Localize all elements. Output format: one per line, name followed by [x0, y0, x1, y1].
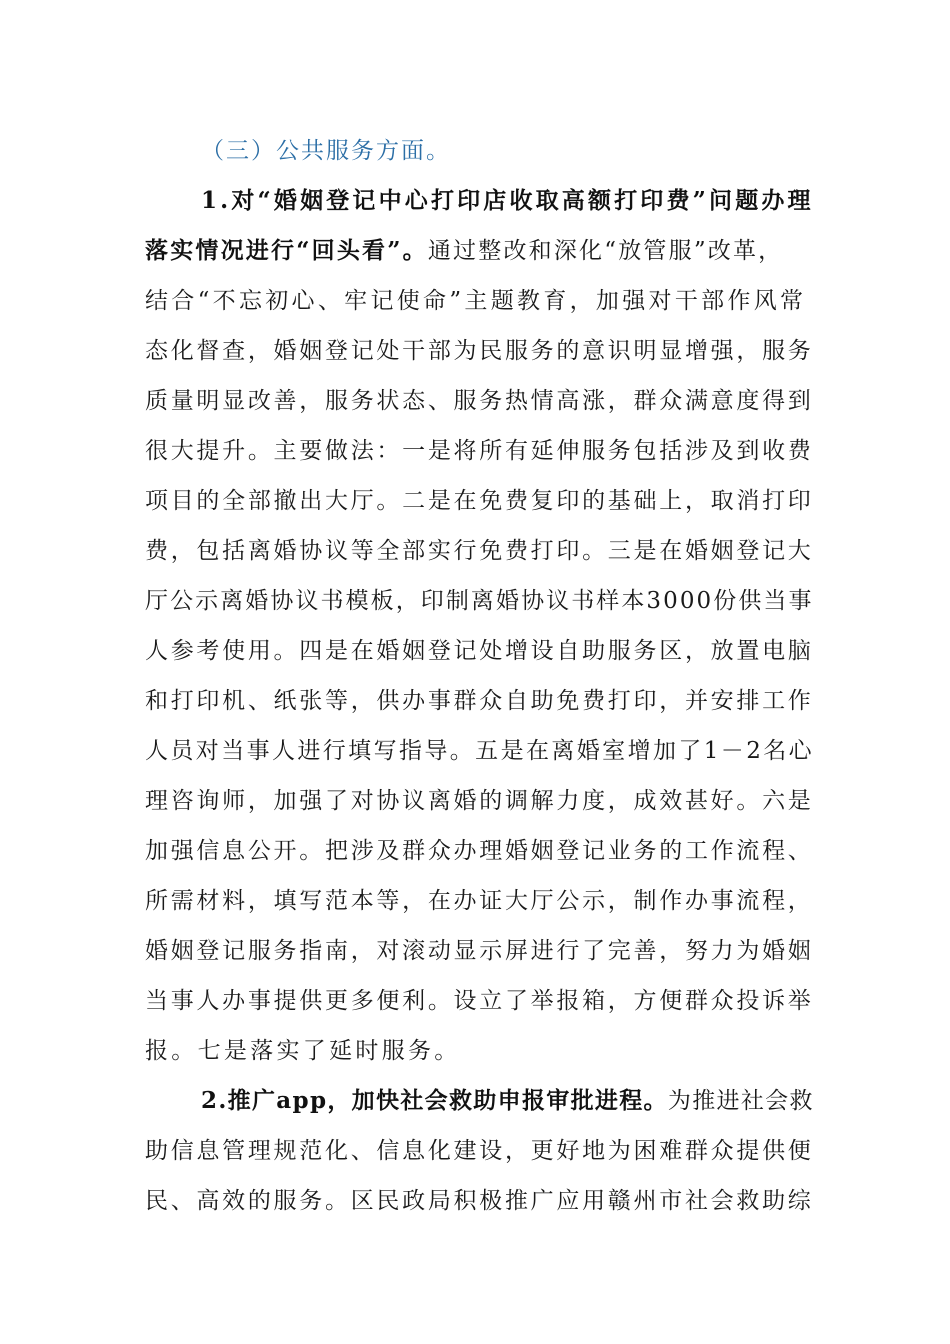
paragraph-1-line: 人员对当事人进行填写指导。五是在离婚室增加了1－2名心: [145, 738, 815, 764]
paragraph-1-line: 费，包括离婚协议等全部实行免费打印。三是在婚姻登记大: [145, 538, 814, 564]
paragraph-1-line-1: [145, 176, 815, 226]
paragraph-1-line-2: [145, 226, 815, 276]
paragraph-1-line: 人参考使用。四是在婚姻登记处增设自助服务区，放置电脑: [145, 638, 814, 664]
paragraph-1-line: 和打印机、纸张等，供办事群众自助免费打印，并安排工作: [145, 688, 814, 714]
paragraph-1-line: 项目的全部撤出大厅。二是在免费复印的基础上，取消打印: [145, 488, 814, 514]
paragraph-1-line: 所需材料，填写范本等，在办证大厅公示，制作办事流程，: [145, 888, 814, 914]
paragraph-2-text: 为推进社会救: [667, 1088, 814, 1114]
paragraph-1-line: 报。七是落实了延时服务。: [145, 1038, 461, 1064]
paragraph-1-line: 加强信息公开。把涉及群众办理婚姻登记业务的工作流程、: [145, 838, 814, 864]
paragraph-2-line: 助信息管理规范化、信息化建设，更好地为困难群众提供便: [145, 1138, 814, 1164]
paragraph-1-text: 通过整改和深化“放管服”改革，: [427, 238, 784, 264]
paragraph-2-line: 民、高效的服务。区民政局积极推广应用赣州市社会救助综: [145, 1188, 814, 1214]
paragraph-1-bold-title-part-1: 1.对“婚姻登记中心打印店收取高额打印费”问题办理: [201, 187, 814, 214]
paragraph-1-line: 理咨询师，加强了对协议离婚的调解力度，成效甚好。六是: [145, 788, 814, 814]
paragraph-1-line: 厅公示离婚协议书模板，印制离婚协议书样本3000份供当事: [145, 588, 814, 614]
paragraph-1-bold-title-part-2: 落实情况进行“回头看”。: [145, 237, 428, 264]
paragraph-2-bold-title: 2.推广app，加快社会救助申报审批进程。: [201, 1087, 668, 1114]
paragraph-1-line: 婚姻登记服务指南，对滚动显示屏进行了完善，努力为婚姻: [145, 938, 814, 964]
paragraph-1-line: 很大提升。主要做法：一是将所有延伸服务包括涉及到收费: [145, 438, 814, 464]
paragraph-1-line: 质量明显改善，服务状态、服务热情高涨，群众满意度得到: [145, 388, 814, 414]
paragraph-1-line: 结合“不忘初心、牢记使命”主题教育，加强对干部作风常: [145, 288, 807, 314]
paragraph-1-line: 当事人办事提供更多便利。设立了举报箱，方便群众投诉举: [145, 988, 814, 1014]
document-body: [145, 126, 815, 1226]
paragraph-1-line: 态化督查，婚姻登记处干部为民服务的意识明显增强，服务: [145, 338, 814, 364]
section-heading: （三）公共服务方面。: [201, 138, 451, 164]
paragraph-2-line-1: [145, 1076, 815, 1126]
